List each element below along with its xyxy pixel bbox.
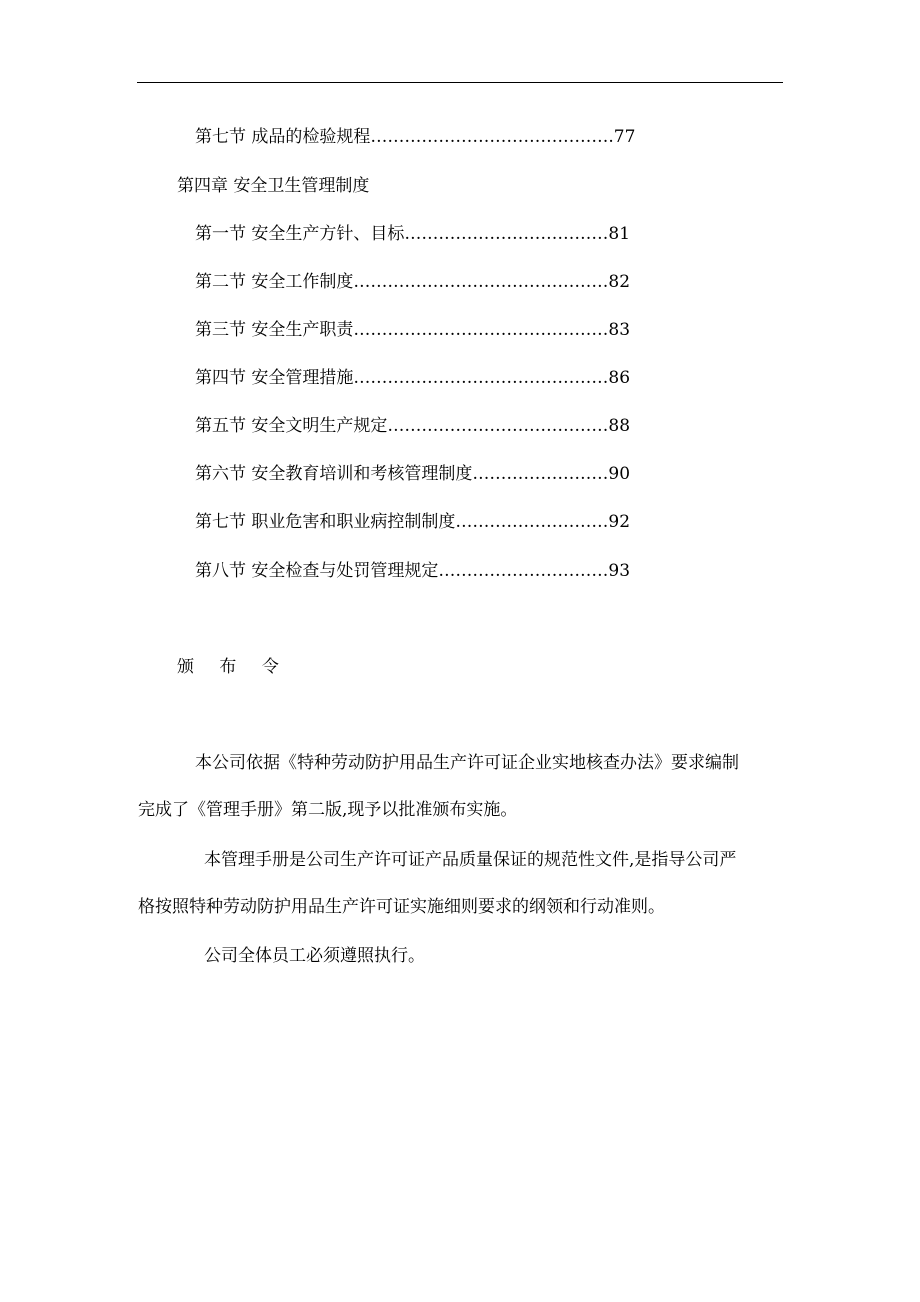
toc-entry[interactable]: 第五节 安全文明生产规定…………………………………88 — [195, 416, 631, 436]
toc-entry[interactable]: 第八节 安全检查与处罚管理规定…………………………93 — [195, 561, 631, 581]
toc-entry[interactable]: 第四节 安全管理措施………………………………………86 — [195, 368, 631, 388]
toc-entry[interactable]: 第六节 安全教育培训和考核管理制度……………………90 — [195, 464, 631, 484]
toc-entry[interactable]: 第七节 成品的检验规程…………………………………….77 — [195, 127, 636, 147]
decree-paragraph-line: 公司全体员工必须遵照执行。 — [204, 946, 425, 966]
toc-entry[interactable]: 第二节 安全工作制度………………………………………82 — [195, 272, 631, 292]
header-rule — [137, 82, 783, 83]
toc-entry[interactable]: 第一节 安全生产方针、目标………………………………81 — [195, 224, 631, 244]
decree-paragraph-line: 本管理手册是公司生产许可证产品质量保证的规范性文件,是指导公司严 — [204, 850, 737, 870]
toc-chapter-heading[interactable]: 第四章 安全卫生管理制度 — [177, 176, 370, 196]
toc-entry[interactable]: 第七节 职业危害和职业病控制制度………………………92 — [195, 512, 631, 532]
decree-title-char: 布 — [219, 657, 237, 677]
decree-paragraph-line: 格按照特种劳动防护用品生产许可证实施细则要求的纲领和行动准则。 — [138, 897, 665, 917]
decree-title-char: 令 — [261, 657, 279, 677]
toc-entry[interactable]: 第三节 安全生产职责………………………………………83 — [195, 320, 631, 340]
decree-title-char: 颁 — [177, 657, 194, 677]
decree-paragraph-line: 完成了《管理手册》第二版,现予以批准颁布实施。 — [138, 800, 518, 820]
decree-paragraph-line: 本公司依据《特种劳动防护用品生产许可证企业实地核查办法》要求编制 — [195, 753, 739, 773]
decree-title — [177, 657, 299, 677]
